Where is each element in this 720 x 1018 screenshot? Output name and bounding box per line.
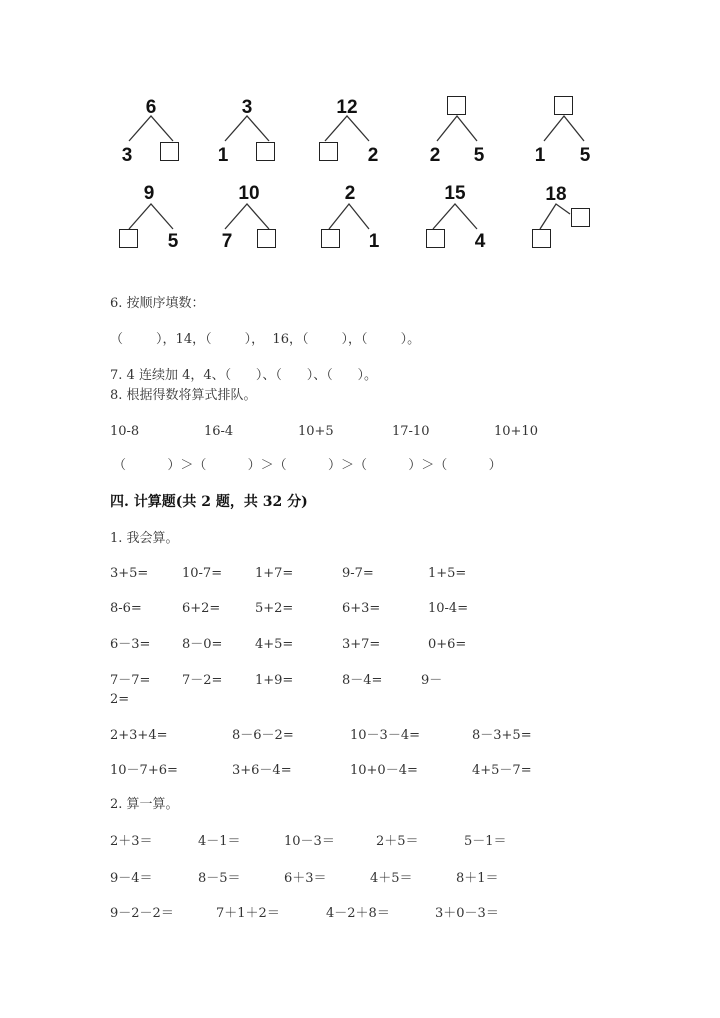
expression: 10-8 <box>110 424 140 439</box>
number-bond-4 <box>415 96 515 176</box>
expression: 16-4 <box>204 424 234 439</box>
answer-box[interactable] <box>447 96 466 115</box>
bond-top: 18 <box>545 184 567 205</box>
calc-item: 8-6= <box>110 601 142 616</box>
bond-top: 10 <box>238 183 260 204</box>
calc-item: 3＋0－3＝ <box>435 906 499 921</box>
number-bond-5 <box>522 96 622 176</box>
calc-item: 10－3＝ <box>284 834 335 849</box>
expression: 10+5 <box>298 424 334 439</box>
calc-item: 3+5= <box>110 566 149 581</box>
bond-right: 5 <box>579 145 591 166</box>
calc-item: 4－2＋8＝ <box>326 906 390 921</box>
calc-item: 7－2= <box>182 673 223 688</box>
calc-item: 4+5= <box>255 637 294 652</box>
bond-top: 6 <box>145 97 157 118</box>
calc-item: 1+9= <box>255 673 294 688</box>
number-bond-2 <box>207 96 307 176</box>
answer-box[interactable] <box>257 229 276 248</box>
calc-item: 9-7= <box>342 566 374 581</box>
calc-item: 2＋3＝ <box>110 834 153 849</box>
bond-left: 2 <box>429 145 441 166</box>
calc-item: 8－3+5= <box>472 728 532 743</box>
calc-item: 5－1＝ <box>464 834 507 849</box>
number-bond-8 <box>307 184 407 264</box>
answer-box[interactable] <box>319 142 338 161</box>
calc-item: 10-4= <box>428 601 469 616</box>
calc-item: 10－3－4= <box>350 728 420 743</box>
calc-item: 6＋3＝ <box>284 871 327 886</box>
calc-item: 6+2= <box>182 601 221 616</box>
calc-item: 4+5－7= <box>472 763 532 778</box>
calc-item: 10－7+6= <box>110 763 178 778</box>
bond-right: 4 <box>474 231 486 252</box>
calc-item: 1+5= <box>428 566 467 581</box>
answer-box[interactable] <box>532 229 551 248</box>
calc-item: 4＋5＝ <box>370 871 413 886</box>
calc-item: 10+0－4= <box>350 763 418 778</box>
calc-item: 10-7= <box>182 566 223 581</box>
calc-item: 9－2－2＝ <box>110 906 174 921</box>
question-7-title: 7. 4 连续加 4，4、（ ）、（ ）、（ ）。 <box>110 368 377 383</box>
calc-item: 3+6－4= <box>232 763 292 778</box>
calc-item: 8－5＝ <box>198 871 241 886</box>
answer-box[interactable] <box>321 229 340 248</box>
answer-box[interactable] <box>119 229 138 248</box>
bond-top: 9 <box>143 183 155 204</box>
question-6-blanks: （ ），14，（ ）， 16，（ ），（ ）。 <box>110 332 421 347</box>
calc-item: 2＋5＝ <box>376 834 419 849</box>
bond-top: 12 <box>336 97 358 118</box>
calc-item: 8－4= <box>342 673 383 688</box>
calc-item: 7＋1＋2＝ <box>216 906 280 921</box>
calc-item: 8－0= <box>182 637 223 652</box>
expression: 10+10 <box>494 424 538 439</box>
calc-item: 6+3= <box>342 601 381 616</box>
section-title: 四. 计算题(共 2 题，共 32 分) <box>110 494 308 510</box>
bond-top: 3 <box>241 97 253 118</box>
bond-left: 1 <box>534 145 546 166</box>
question-8-title: 8. 根据得数将算式排队。 <box>110 388 257 403</box>
part-2-title: 2. 算一算。 <box>110 797 179 812</box>
number-bond-1 <box>111 96 211 176</box>
calc-item: 1+7= <box>255 566 294 581</box>
bond-left: 7 <box>221 231 233 252</box>
bond-right: 1 <box>368 231 380 252</box>
bond-right: 5 <box>167 231 179 252</box>
bond-right: 5 <box>473 145 485 166</box>
calc-item: 8－6－2= <box>232 728 294 743</box>
answer-box[interactable] <box>571 208 590 227</box>
calc-item: 6－3= <box>110 637 151 652</box>
answer-box[interactable] <box>426 229 445 248</box>
part-1-title: 1. 我会算。 <box>110 531 179 546</box>
order-blanks: （ ）＞（ ）＞（ ）＞（ ）＞（ ） <box>113 458 502 473</box>
calc-item-wrap: 2= <box>110 692 130 707</box>
calc-item: 9－4＝ <box>110 871 153 886</box>
answer-box[interactable] <box>256 142 275 161</box>
answer-box[interactable] <box>160 142 179 161</box>
bond-right: 2 <box>367 145 379 166</box>
bond-top: 2 <box>344 183 356 204</box>
bond-top: 15 <box>444 183 466 204</box>
number-bond-6 <box>111 184 211 264</box>
calc-item: 0+6= <box>428 637 467 652</box>
bond-left: 3 <box>121 145 133 166</box>
answer-box[interactable] <box>554 96 573 115</box>
number-bond-10 <box>522 184 622 264</box>
calc-item: 3+7= <box>342 637 381 652</box>
number-bond-9 <box>415 184 515 264</box>
calc-item: 2+3+4= <box>110 728 168 743</box>
question-6-title: 6. 按顺序填数： <box>110 296 205 311</box>
calc-item: 9－ <box>421 673 443 688</box>
number-bond-3 <box>307 96 407 176</box>
calc-item: 5+2= <box>255 601 294 616</box>
calc-item: 8＋1＝ <box>456 871 499 886</box>
number-bond-7 <box>207 184 307 264</box>
calc-item: 4－1＝ <box>198 834 241 849</box>
calc-item: 7－7= <box>110 673 151 688</box>
expression: 17-10 <box>392 424 430 439</box>
bond-left: 1 <box>217 145 229 166</box>
